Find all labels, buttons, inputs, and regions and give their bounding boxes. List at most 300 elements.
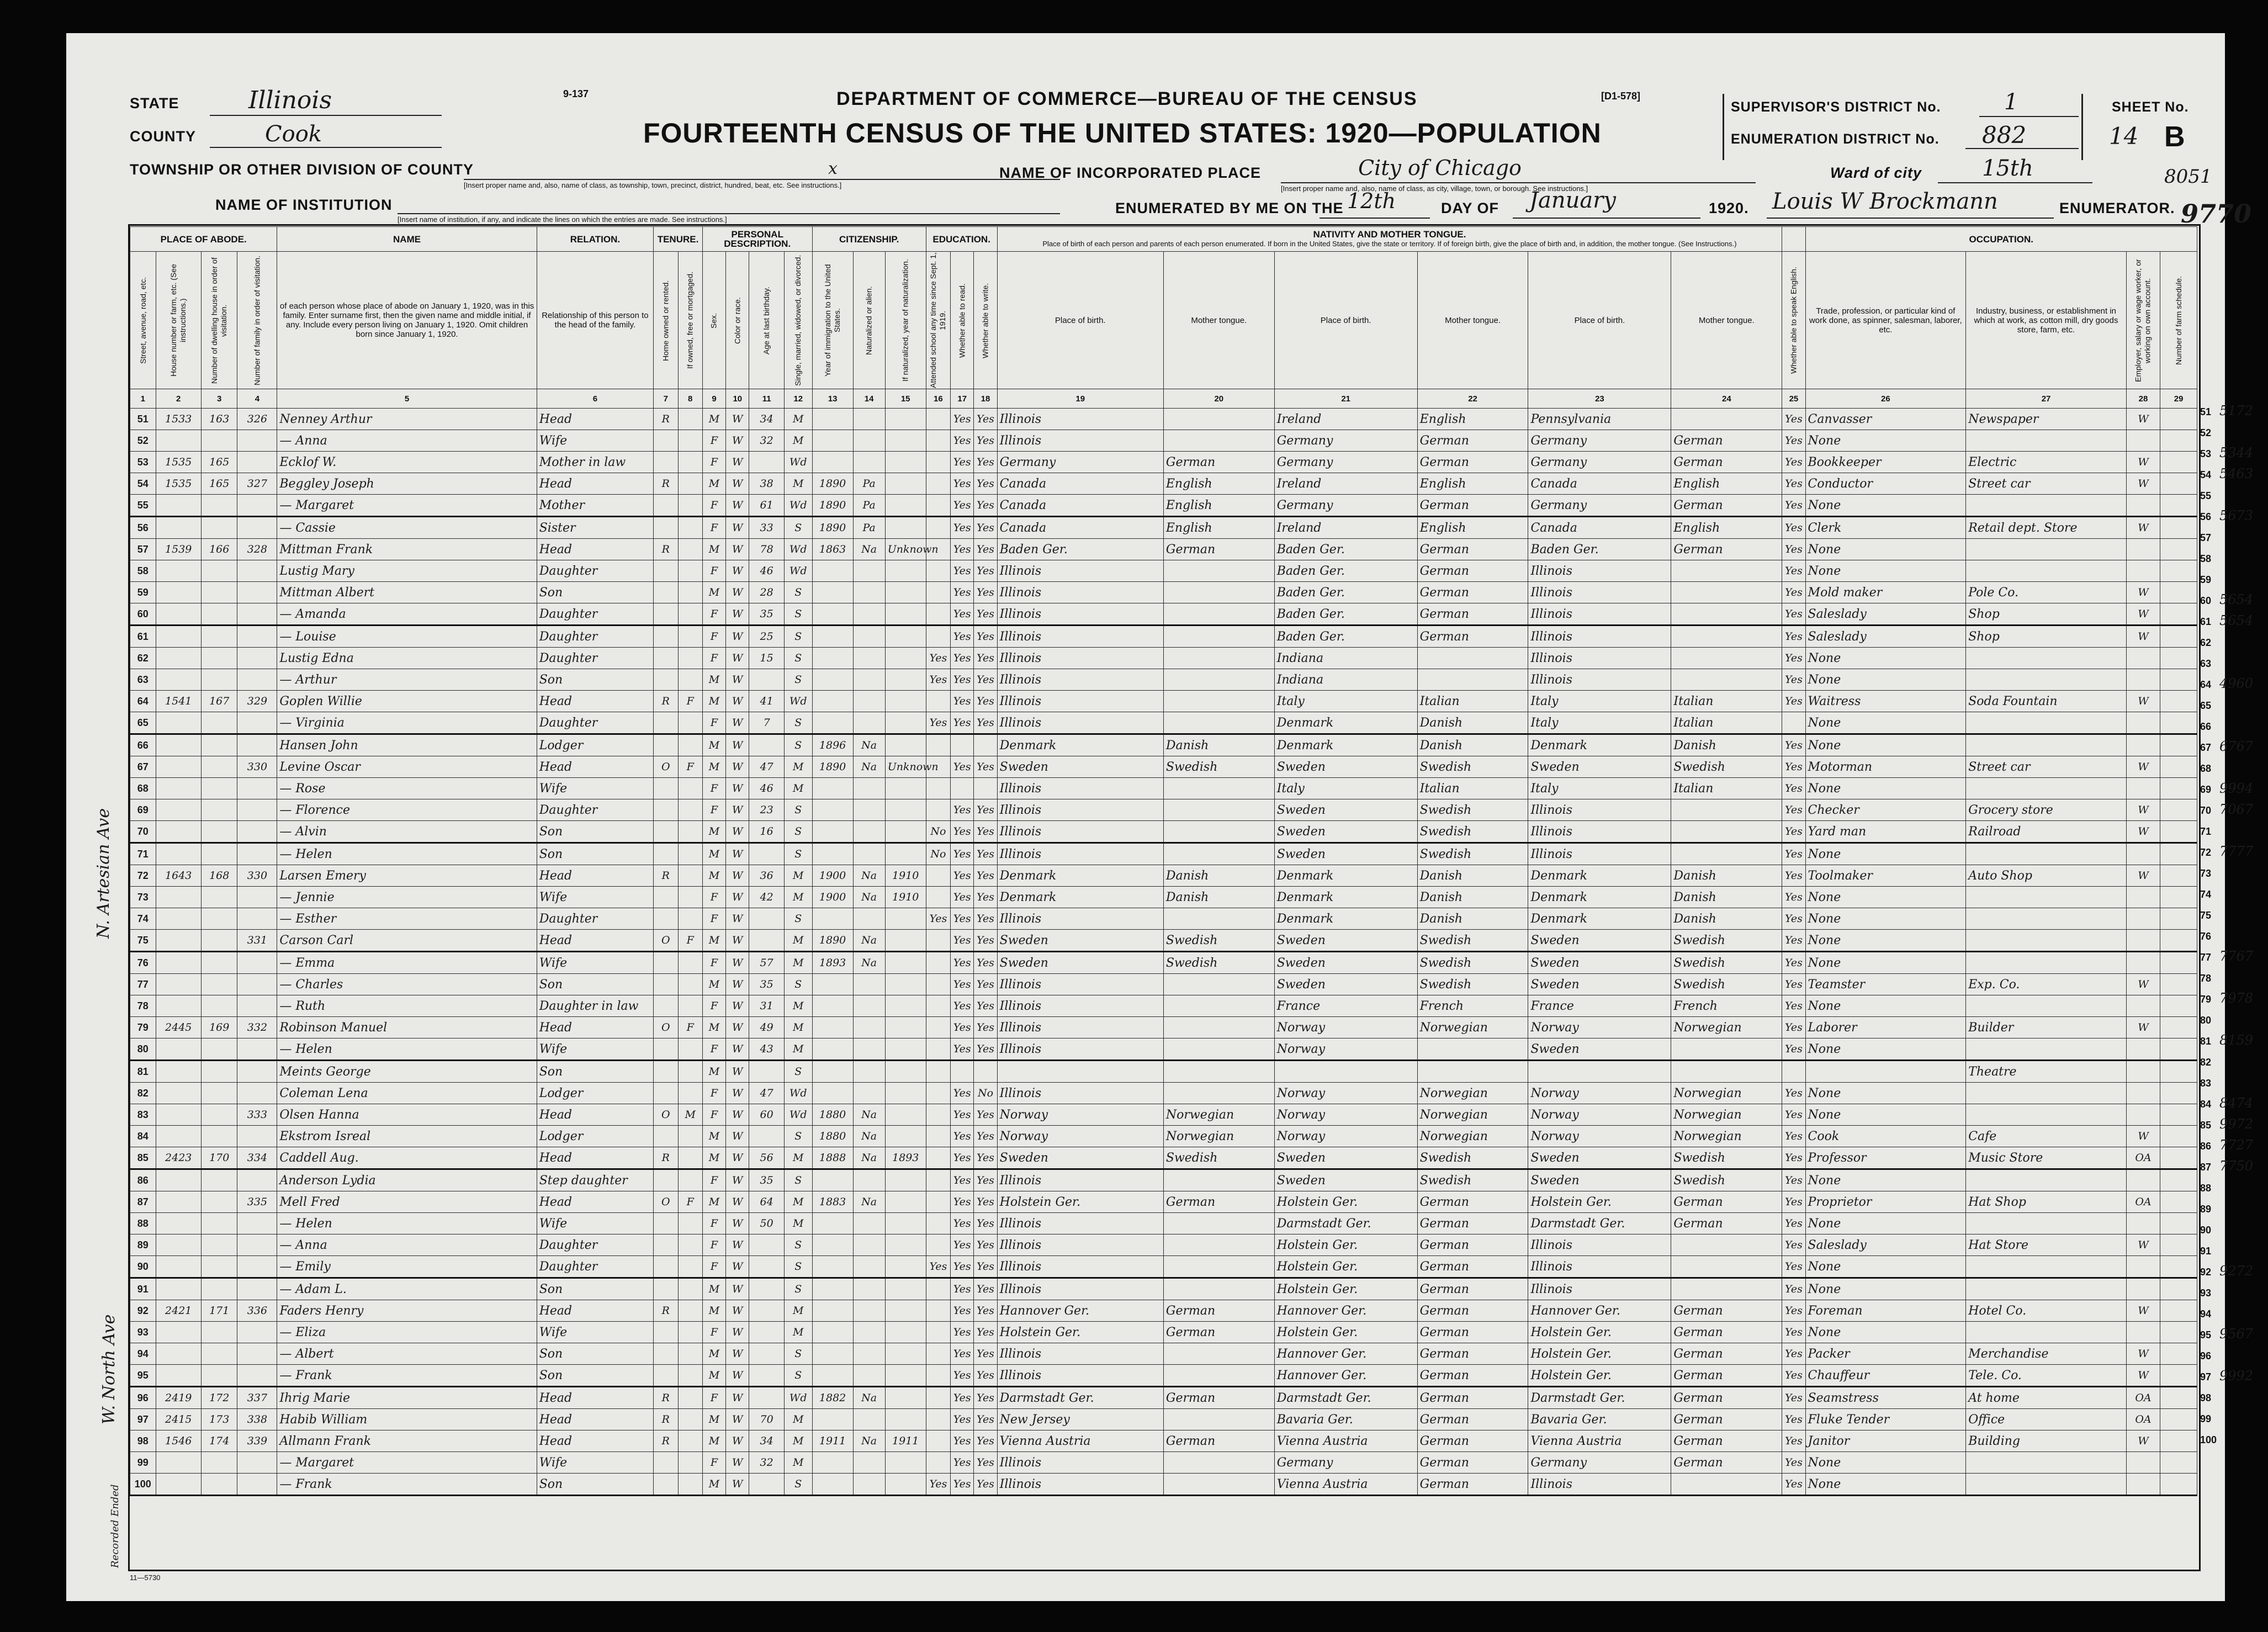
cell-pob: Denmark [997,734,1163,756]
cell-ind: Newspaper [1966,409,2127,430]
cell-age [749,1322,784,1343]
cell-fpob: Holstein Ger. [1274,1234,1417,1256]
cell-fpob: Ireland [1274,473,1417,495]
group-name: NAME [277,227,537,252]
cell-race: W [726,1038,749,1061]
cell-sex: F [702,995,725,1017]
line-number: 63 [130,669,156,691]
cell-ind: Hat Shop [1966,1191,2127,1213]
cell-race: W [726,1322,749,1343]
cell-ms: S [784,843,812,865]
cell-mpob: Holstein Ger. [1528,1191,1671,1213]
cell-sex: F [702,430,725,452]
cell-mmt: German [1671,1430,1782,1452]
cell-write: Yes [974,1365,997,1387]
cell-trade: None [1805,1083,1966,1104]
right-line-number: 84 [2200,1099,2212,1110]
cell-write: Yes [974,1169,997,1191]
cell-imm: 1911 [812,1430,853,1452]
right-line-number: 85 [2200,1120,2212,1131]
cell-sch [926,1430,950,1452]
cell-mort [678,887,702,908]
cell-name: Goplen Willie [277,691,537,712]
cell-sex: M [702,1474,725,1496]
cell-nat: Na [853,1126,885,1147]
line-number: 80 [130,1038,156,1061]
cell-mmt: Danish [1671,887,1782,908]
column-header-23: Place of birth. [1528,252,1671,389]
cell-farm [2160,799,2197,821]
cell-write: Yes [974,582,997,603]
right-line-number: 76 [2200,931,2212,942]
cell-read: Yes [951,995,974,1017]
cell-sch: No [926,821,950,843]
cell-pob: Illinois [997,409,1163,430]
right-margin-note: 5654 [2219,592,2254,607]
cell-own: R [654,1147,678,1169]
cell-ms: M [784,1213,812,1234]
cell-age [749,930,784,952]
cell-fam [237,1343,277,1365]
cell-eng: Yes [1782,843,1805,865]
cell-house [156,1169,201,1191]
cell-ind: Shop [1966,603,2127,626]
cell-write: Yes [974,1430,997,1452]
cell-pob: Germany [997,452,1163,473]
cell-imm: 1890 [812,473,853,495]
cell-imm [812,1017,853,1038]
cell-farm [2160,582,2197,603]
cell-trade: Laborer [1805,1017,1966,1038]
cell-fpob: Sweden [1274,756,1417,778]
cell-mt: Danish [1163,734,1274,756]
cell-house [156,560,201,582]
cell-fam [237,430,277,452]
cell-ms: M [784,409,812,430]
cell-ms: M [784,995,812,1017]
cell-age [749,843,784,865]
cell-fmt: Swedish [1417,843,1528,865]
cell-natyr [885,1083,926,1104]
cell-dw [201,603,237,626]
cell-dw [201,669,237,691]
cell-emp: W [2126,691,2160,712]
cell-pob: Holstein Ger. [997,1191,1163,1213]
cell-mpob: Germany [1528,430,1671,452]
cell-ms: M [784,952,812,974]
cell-mort [678,995,702,1017]
cell-mt [1163,1038,1274,1061]
cell-pob: Hannover Ger. [997,1300,1163,1322]
cell-fpob: Sweden [1274,821,1417,843]
cell-mmt: Italian [1671,712,1782,734]
line-number: 61 [130,626,156,648]
cell-sch [926,691,950,712]
cell-fmt: German [1417,1343,1528,1365]
enumerator-underline [1767,218,2054,219]
cell-natyr [885,1169,926,1191]
cell-mmt [1671,648,1782,669]
cell-eng: Yes [1782,1430,1805,1452]
cell-sch [926,1322,950,1343]
cell-sch [926,560,950,582]
cell-house [156,648,201,669]
cell-read: Yes [951,974,974,995]
table-row [130,799,2197,821]
cell-sch [926,1409,950,1430]
cell-fpob: Baden Ger. [1274,626,1417,648]
cell-rel: Step daughter [537,1169,653,1191]
cell-trade: None [1805,1322,1966,1343]
cell-dw [201,952,237,974]
cell-fmt: Swedish [1417,1169,1528,1191]
cell-race: W [726,1083,749,1104]
cell-own: O [654,756,678,778]
cell-house [156,1191,201,1213]
line-number: 54 [130,473,156,495]
column-header-22: Mother tongue. [1417,252,1528,389]
cell-pob: Illinois [997,995,1163,1017]
cell-natyr [885,1213,926,1234]
cell-sch [926,887,950,908]
cell-ms: S [784,1343,812,1365]
cell-mort [678,1083,702,1104]
cell-imm [812,669,853,691]
cell-eng: Yes [1782,495,1805,517]
cell-fmt: German [1417,626,1528,648]
cell-mpob: Illinois [1528,648,1671,669]
cell-trade: None [1805,669,1966,691]
cell-trade: Mold maker [1805,582,1966,603]
cell-write: Yes [974,756,997,778]
cell-race: W [726,452,749,473]
cell-imm [812,712,853,734]
cell-fmt: German [1417,1452,1528,1474]
cell-emp [2126,952,2160,974]
cell-name: — Anna [277,1234,537,1256]
cell-mpob: Illinois [1528,799,1671,821]
cell-pob: Canada [997,517,1163,539]
cell-imm [812,1409,853,1430]
cell-trade: Checker [1805,799,1966,821]
cell-natyr [885,1017,926,1038]
cell-own: O [654,1104,678,1126]
cell-mt [1163,1169,1274,1191]
right-line-number: 66 [2200,721,2212,732]
cell-fmt: German [1417,603,1528,626]
cell-sex: M [702,582,725,603]
cell-fpob: Baden Ger. [1274,539,1417,560]
cell-dw [201,1083,237,1104]
right-line-number: 97 [2200,1371,2212,1382]
cell-eng: Yes [1782,473,1805,495]
cell-trade: Proprietor [1805,1191,1966,1213]
cell-farm [2160,865,2197,887]
cell-read: Yes [951,1322,974,1343]
cell-farm [2160,452,2197,473]
cell-mmt: Swedish [1671,756,1782,778]
cell-farm [2160,539,2197,560]
cell-natyr [885,952,926,974]
cell-house [156,734,201,756]
cell-nat: Na [853,734,885,756]
cell-farm [2160,560,2197,582]
cell-nat [853,1017,885,1038]
column-header-4: Number of family in order of visitation. [237,252,277,389]
cell-name: Lustig Edna [277,648,537,669]
right-margin-note: 9567 [2219,1326,2254,1342]
line-number: 66 [130,734,156,756]
cell-name: Faders Henry [277,1300,537,1322]
cell-pob: Illinois [997,1234,1163,1256]
cell-fam [237,887,277,908]
cell-mmt: German [1671,1365,1782,1387]
cell-ind: Pole Co. [1966,582,2127,603]
cell-ms: M [784,1017,812,1038]
cell-house [156,1061,201,1083]
cell-trade: None [1805,1038,1966,1061]
cell-fmt: Swedish [1417,930,1528,952]
cell-imm [812,1234,853,1256]
cell-sex: M [702,734,725,756]
cell-house [156,799,201,821]
right-margin-note: 5654 [2219,613,2254,628]
cell-imm [812,409,853,430]
day-label: DAY OF [1441,200,1499,216]
cell-own [654,778,678,799]
cell-read: Yes [951,669,974,691]
cell-farm [2160,887,2197,908]
cell-name: Mittman Frank [277,539,537,560]
cell-mmt [1671,626,1782,648]
cell-dw: 165 [201,452,237,473]
ward-label: Ward of city [1830,165,1922,181]
cell-rel: Lodger [537,1126,653,1147]
table-row [130,1126,2197,1147]
cell-imm [812,1365,853,1387]
column-header-9: Sex. [702,252,725,389]
column-number-25: 25 [1782,389,1805,409]
cell-dw [201,582,237,603]
cell-nat [853,1234,885,1256]
cell-rel: Head [537,1300,653,1322]
cell-natyr [885,712,926,734]
cell-natyr [885,473,926,495]
cell-mpob: Illinois [1528,1474,1671,1496]
cell-fam [237,1474,277,1496]
cell-race: W [726,1409,749,1430]
cell-race: W [726,952,749,974]
cell-race: W [726,974,749,995]
cell-read: Yes [951,887,974,908]
table-row [130,560,2197,582]
cell-ind: Retail dept. Store [1966,517,2127,539]
column-header-26: Trade, profession, or particular kind of work done, as spinner, salesman, laborer, etc. [1805,252,1966,389]
cell-nat [853,582,885,603]
cell-sex: M [702,756,725,778]
cell-farm [2160,974,2197,995]
cell-age: 46 [749,560,784,582]
cell-trade: None [1805,1278,1966,1300]
cell-fmt: German [1417,582,1528,603]
right-margin-note: 8474 [2219,1095,2254,1111]
cell-fam: 334 [237,1147,277,1169]
cell-mpob: Canada [1528,473,1671,495]
cell-rel: Son [537,1474,653,1496]
cell-read: Yes [951,1452,974,1474]
cell-natyr [885,821,926,843]
cell-eng: Yes [1782,952,1805,974]
cell-rel: Head [537,691,653,712]
cell-age [749,1256,784,1278]
cell-natyr [885,626,926,648]
sheet-side: B [2164,121,2185,153]
cell-nat: Na [853,1191,885,1213]
enumerated-label: ENUMERATED BY ME ON THE [1115,200,1344,216]
cell-farm [2160,473,2197,495]
cell-ind [1966,1213,2127,1234]
cell-mmt: English [1671,517,1782,539]
cell-pob: Illinois [997,1365,1163,1387]
cell-sex: F [702,887,725,908]
right-line-number: 100 [2200,1434,2217,1445]
cell-fmt: German [1417,539,1528,560]
cell-mort [678,1278,702,1300]
cell-eng: Yes [1782,734,1805,756]
cell-dw [201,1256,237,1278]
cell-mpob: Sweden [1528,756,1671,778]
cell-trade: None [1805,1452,1966,1474]
cell-rel: Son [537,821,653,843]
cell-house [156,1343,201,1365]
cell-farm [2160,1365,2197,1387]
cell-ind: Grocery store [1966,799,2127,821]
cell-ms: S [784,908,812,930]
cell-dw [201,495,237,517]
cell-fmt: Swedish [1417,974,1528,995]
cell-imm [812,1278,853,1300]
cell-age: 16 [749,821,784,843]
cell-own [654,1452,678,1474]
cell-ind [1966,1256,2127,1278]
cell-mpob: Illinois [1528,626,1671,648]
cell-age: 64 [749,1191,784,1213]
cell-fpob: Denmark [1274,734,1417,756]
cell-imm [812,843,853,865]
line-number: 73 [130,887,156,908]
cell-dw [201,908,237,930]
line-number: 86 [130,1169,156,1191]
cell-mpob: Canada [1528,517,1671,539]
cell-write: Yes [974,1300,997,1322]
right-line-number: 53 [2200,448,2212,459]
column-number-10: 10 [726,389,749,409]
line-number: 97 [130,1409,156,1430]
cell-natyr [885,1191,926,1213]
cell-sch [926,517,950,539]
cell-ms: Wd [784,539,812,560]
cell-natyr [885,452,926,473]
cell-sch [926,582,950,603]
cell-eng: Yes [1782,1322,1805,1343]
cell-trade: None [1805,1169,1966,1191]
cell-sex: F [702,1322,725,1343]
cell-write: Yes [974,1017,997,1038]
cell-mt [1163,1256,1274,1278]
cell-sex: M [702,1126,725,1147]
cell-dw [201,778,237,799]
column-number-16: 16 [926,389,950,409]
cell-age: 23 [749,799,784,821]
cell-read: Yes [951,560,974,582]
cell-read: Yes [951,1300,974,1322]
cell-house [156,712,201,734]
cell-dw: 173 [201,1409,237,1430]
table-row [130,1300,2197,1322]
cell-natyr [885,778,926,799]
cell-ms: S [784,1365,812,1387]
cell-trade: None [1805,887,1966,908]
cell-ind [1966,1322,2127,1343]
cell-mt: Swedish [1163,930,1274,952]
cell-mort [678,669,702,691]
cell-ind [1966,712,2127,734]
cell-mpob: Holstein Ger. [1528,1343,1671,1365]
census-sheet [66,33,2254,1601]
cell-emp [2126,1104,2160,1126]
cell-name: Ecklof W. [277,452,537,473]
form-id: [D1-578] [1601,91,1641,102]
cell-race: W [726,799,749,821]
cell-fam: 338 [237,1409,277,1430]
cell-trade: Clerk [1805,517,1966,539]
cell-farm [2160,930,2197,952]
cell-ms: Wd [784,1104,812,1126]
cell-pob: Illinois [997,691,1163,712]
cell-age [749,1474,784,1496]
cell-read: Yes [951,430,974,452]
group-occupation: OCCUPATION. [1805,227,2197,252]
cell-own: O [654,1191,678,1213]
table-row [130,669,2197,691]
cell-natyr: Unknown [885,539,926,560]
column-number-14: 14 [853,389,885,409]
cell-ind [1966,778,2127,799]
cell-sch: Yes [926,908,950,930]
cell-natyr [885,799,926,821]
cell-eng: Yes [1782,626,1805,648]
cell-trade: None [1805,430,1966,452]
cell-ind: Cafe [1966,1126,2127,1147]
cell-fam [237,712,277,734]
group-english [1782,227,1805,252]
cell-fpob: Indiana [1274,669,1417,691]
cell-age: 31 [749,995,784,1017]
cell-rel: Head [537,1387,653,1409]
cell-imm: 1880 [812,1126,853,1147]
cell-ind [1966,734,2127,756]
cell-dw [201,995,237,1017]
cell-mt: Norwegian [1163,1104,1274,1126]
cell-imm [812,821,853,843]
cell-dw [201,1452,237,1474]
cell-mmt: English [1671,473,1782,495]
cell-read: Yes [951,1126,974,1147]
cell-emp [2126,1474,2160,1496]
cell-fpob: Darmstadt Ger. [1274,1387,1417,1409]
cell-house [156,517,201,539]
cell-eng: Yes [1782,1213,1805,1234]
